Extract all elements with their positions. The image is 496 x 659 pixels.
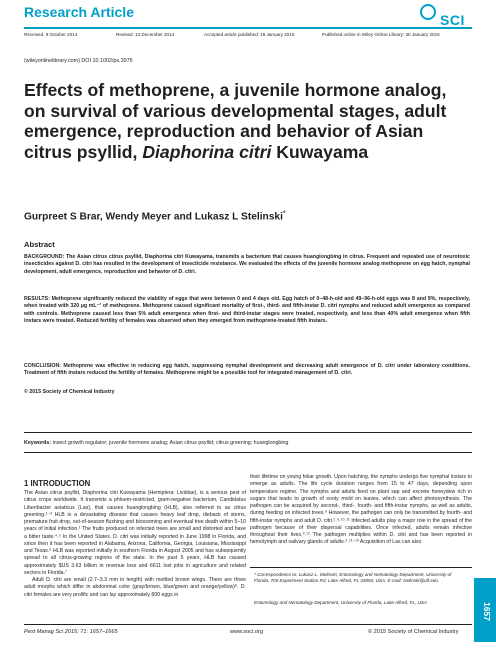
footer-rule <box>24 624 472 625</box>
author-names: Gurpreet S Brar, Wendy Meyer and Lukasz L Stelinski <box>24 211 283 223</box>
abstract-heading: Abstract <box>24 240 55 249</box>
article-type: Research Article <box>24 4 134 20</box>
society-website[interactable]: www.soci.org <box>230 629 263 635</box>
keywords-rule-bottom <box>24 452 472 453</box>
results-text: Methoprene significantly reduced the viability of eggs that were between 0 and 4 days old. Egg hatch of 0–48-h-old and 49–96-h-old eggs was 8 and 9%, respectively, when treated with 320 µg mL⁻¹ of methoprene. Methoprene caused significant mortality of first-, third- and fifth-instar D. citri nymphs and reduced adult emergence as compared with controls. Methoprene caused less than 5% adult emergence when first- and third-instar stages were treated, respectively, and less than 40% adult emergence when fifth instars were treated. Reduced fertility of females was observed when they emerged from methoprene-treated fifth instars. <box>24 296 470 324</box>
sci-logo-icon <box>420 4 436 20</box>
author-list <box>24 211 285 222</box>
journal-citation: Pest Manag Sci 2015; 71: 1657–1665 <box>24 629 118 635</box>
keywords-rule-top <box>24 432 472 433</box>
intro-paragraph-3: their lifetime on young foliar growth. Upon hatching, the nymphs undergo five nymphal instars to emerge as adults. The life cycle duration ranges from 15 to 47 days, depending upon temperature regime. The nymphs and adults feed on plant sap and excrete honeydew rich in sugars that leads to growth of sooty mold on leaves, which can affect photosynthesis. The pathogen can be acquired by second-, third-, fourth- and fifth-instar nymphs, as well as adults, during feeding on infected trees.⁹ However, the pathogen can only be transmitted by fourth- and fifth-instar nymphs and adult D. citri.¹˒⁹˒¹⁰˒¹¹ Infected adults play a major role in the spread of the pathogen because of their dispersal capabilities. Once infected, adults remain infective throughout their lives.⁹˒¹¹ The pathogen multiplies within D. citri and has been reported in hemolymph and salivary glands of adults.⁹˒¹¹⁻¹³ Acquisition of Las can also <box>250 474 472 546</box>
doi-line: (wileyonlinelibrary.com) DOI 10.1002/ps.3975 <box>24 58 133 64</box>
abstract-background <box>24 254 470 276</box>
accepted-date: Accepted article published: 15 January 2015 <box>204 32 295 37</box>
abstract-results <box>24 296 470 325</box>
correspondence-mark: * <box>282 211 286 217</box>
correspondence-footnote: * Correspondence to: Lukasz L. Stelinski, Entomology and Nematology Department, University of Florida, 700 Experiment Station Rd, Lake Alfred, FL 33850, USA. E-mail: stelinski@ufl.edu <box>254 572 452 584</box>
intro-right-column <box>250 474 472 547</box>
received-date: Received: 9 October 2014 <box>24 32 78 37</box>
background-text: The Asian citrus citrus psyllid, Diaphorina citri Kuwayama, transmits a bacterium that causes huanglongbing in citrus. Frequent and repeated use of neurotoxic insecticides against D. citri has resulted in the development of insecticide resistance. We evaluated the effects of the juvenile hormone analog methoprene on egg hatch, nymphal development, adult emergence, reproduction and behavior of D. citri. <box>24 254 470 275</box>
footnote-rule <box>250 567 472 568</box>
sci-logo-text: SCI <box>440 12 465 28</box>
article-title <box>24 80 472 162</box>
published-date: Published online in Wiley Online Library: 30 January 2015 <box>322 32 440 37</box>
footer-copyright: © 2015 Society of Chemical Industry <box>368 629 459 635</box>
title-main: Effects of methoprene, a juvenile hormone analog, on survival of various developmental stages, adult emergence, reproduction and behavior of Asian citrus psyllid, <box>24 80 447 162</box>
intro-left-column <box>24 490 246 599</box>
results-label: RESULTS: <box>24 296 50 302</box>
intro-paragraph-1: The Asian citrus psyllid, Diaphorina citri Kuwayama (Hemiptera: Liviidae), is a serious pest of citrus crops worldwide. It transmits a phloem-restricted, gram-negative bacterium, Candidatus Liberibacter asiaticus (Las), that causes huanglongbing (HLB), also referred to as citrus greening.¹⁻³ HLB is a devastating disease that causes heavy leaf drop, dieback of stems, premature fruit drop, out-of-season flushing and blossoming and eventual tree death within 5–10 years of initial infection.¹ The fruits produced on infected trees are small and distorted and have a bitter taste.⁴˒⁵ In the United States, D. citri was initially reported in June 1998 in Florida, and since then it has been reported in Alabama, Arizona, California, Georgia, Louisiana, Mississippi and Texas.⁶ HLB was reported initially in southern Florida in August 2005 and has subsequently spread to all citrus-growing regions of the state. In the past 5 years, HLB has caused approximately $US 3.63 billion in revenue loss and 6611 lost jobs in agriculture and related sectors in Florida.⁷ <box>24 490 246 576</box>
keywords <box>24 440 288 446</box>
abstract-copyright: © 2015 Society of Chemical Industry <box>24 389 115 395</box>
intro-paragraph-2: Adult D. citri are small (2.7–3.3 mm in length) with mottled brown wings. There are three adult morphs which differ in abdominal color (gray/brown, blue/green and orange/yellow)⁸. D. citri females are very prolific and can lay approximately 800 eggs in <box>24 577 246 598</box>
affiliation-footnote: Entomology and Nematology Department, University of Florida, Lake Alfred, FL, USA <box>254 600 427 605</box>
keywords-text: insect growth regulator; juvenile hormone analog; Asian citrus psyllid; citrus greening; huanglongbing <box>52 440 289 446</box>
title-species: Diaphorina citri <box>142 141 272 162</box>
title-authority: Kuwayama <box>276 141 369 162</box>
abstract-conclusion <box>24 363 470 378</box>
background-label: BACKGROUND: <box>24 254 65 260</box>
page-number: 1657 <box>482 602 492 621</box>
revised-date: Revised: 12 December 2014 <box>116 32 175 37</box>
keywords-label: Keywords: <box>24 440 52 446</box>
section-heading-introduction: 1 INTRODUCTION <box>24 479 91 488</box>
conclusion-text: Methoprene was effective in reducing egg hatch, suppressing nymphal development and decreasing adult emergence of D. citri under laboratory conditions. Treatment of fifth instars reduced the fertility of females. Methoprene might be a possible tool for integrated management of D. citri. <box>24 363 470 377</box>
conclusion-label: CONCLUSION: <box>24 363 62 369</box>
header-rule <box>24 27 472 29</box>
